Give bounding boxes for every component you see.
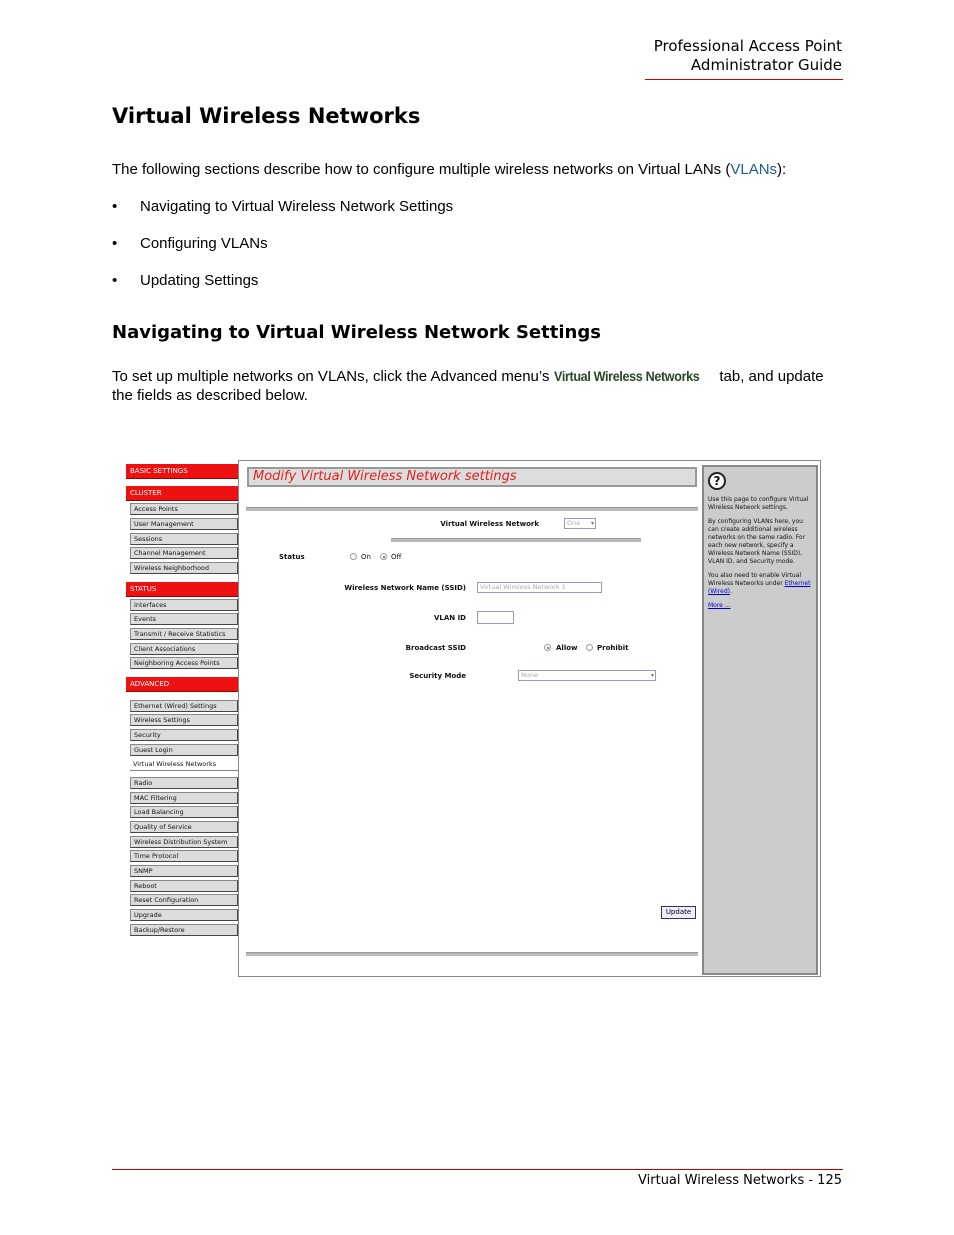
running-header-subtitle: Administrator Guide [690, 56, 842, 74]
bottom-divider [246, 952, 698, 956]
bullet-text: Navigating to Virtual Wireless Network Settings [140, 198, 454, 215]
settings-panel [238, 460, 821, 977]
section-title: Navigating to Virtual Wireless Network Settings [112, 322, 601, 343]
top-divider [246, 507, 698, 511]
broadcast-prohibit-label: Prohibit [597, 644, 629, 652]
nav-item-security[interactable]: Security [130, 729, 238, 741]
chevron-down-icon: ▾ [590, 520, 594, 527]
nav-item-snmp[interactable]: SNMP [130, 865, 238, 877]
broadcast-allow-radio[interactable] [544, 644, 551, 651]
help-panel [702, 465, 818, 975]
nav-item-events[interactable]: Events [130, 613, 238, 625]
vlan-id-input[interactable] [477, 611, 514, 624]
more-link[interactable]: More ... [708, 602, 731, 609]
panel-title: Modify Virtual Wireless Network settings [247, 467, 697, 487]
bullet-symbol: • [112, 198, 118, 215]
help-text-3a: You also need to enable Virtual Wireless Networks under [708, 572, 801, 587]
ssid-label: Wireless Network Name (SSID) [344, 584, 466, 592]
ethernet-wired-link[interactable]: Ethernet (Wired) [708, 580, 811, 595]
security-mode-value: None [521, 671, 538, 679]
nav-item-reset-configuration[interactable]: Reset Configuration [130, 894, 238, 906]
intro-text: The following sections describe how to configure multiple wireless networks on Virtual LANs ( [112, 161, 731, 178]
nav-cluster[interactable]: CLUSTER [126, 486, 238, 501]
nav-item-tx-rx-statistics[interactable]: Transmit / Receive Statistics [130, 628, 238, 640]
broadcast-ssid-label: Broadcast SSID [405, 644, 466, 652]
help-text-3b: . [729, 588, 732, 595]
nav-item-access-points[interactable]: Access Points [130, 503, 238, 515]
nav-status[interactable]: STATUS [126, 582, 238, 597]
para-text-cont: tab, and update [715, 368, 824, 385]
vlan-id-label: VLAN ID [433, 614, 466, 622]
embedded-screenshot [124, 458, 822, 978]
vwn-select-value: One [567, 519, 581, 527]
nav-item-wireless-settings[interactable]: Wireless Settings [130, 714, 238, 726]
nav-item-load-balancing[interactable]: Load Balancing [130, 806, 238, 818]
running-header-title: Professional Access Point [653, 37, 842, 55]
bullet-item [112, 235, 268, 252]
update-button[interactable]: Update [661, 906, 696, 919]
bullet-item [112, 198, 453, 215]
nav-item-wireless-neighborhood[interactable]: Wireless Neighborhood [130, 562, 238, 574]
nav-item-reboot[interactable]: Reboot [130, 880, 238, 892]
status-off-radio[interactable] [380, 553, 387, 560]
nav-basic-settings[interactable]: BASIC SETTINGS [126, 464, 238, 479]
page-title: Virtual Wireless Networks [112, 104, 421, 128]
vlans-link[interactable]: VLANs [730, 161, 778, 178]
nav-item-neighboring-aps[interactable]: Neighboring Access Points [130, 657, 238, 669]
para-text: To set up multiple networks on VLANs, click the Advanced menu’s [112, 368, 554, 385]
status-on-label: On [361, 553, 371, 561]
help-text-1: Use this page to configure Virtual Wireless Network settings. [708, 496, 809, 511]
security-mode-label: Security Mode [409, 672, 466, 680]
broadcast-allow-label: Allow [556, 644, 578, 652]
help-text-2: By configuring VLANs here, you can create additional wireless networks on the same radio. For each new network, specify a Wireless Network Name (SSID), VLAN ID, and Security mode. [708, 518, 806, 565]
footer-rule [112, 1169, 843, 1170]
nav-item-interfaces[interactable]: Interfaces [130, 599, 238, 611]
vwn-select[interactable] [564, 518, 596, 529]
bullet-text: Updating Settings [140, 272, 259, 289]
nav-item-time-protocol[interactable]: Time Protocol [130, 850, 238, 862]
intro-text-end: ): [777, 161, 787, 178]
bullet-item [112, 272, 258, 289]
help-text-3 [708, 572, 812, 596]
security-mode-select[interactable] [518, 670, 656, 681]
nav-item-radio[interactable]: Radio [130, 777, 238, 789]
nav-advanced[interactable]: ADVANCED [126, 677, 238, 692]
nav-item-guest-login[interactable]: Guest Login [130, 744, 238, 756]
ui-term-vwn: Virtual Wireless Networks [553, 368, 700, 384]
nav-item-user-management[interactable]: User Management [130, 518, 238, 530]
nav-item-client-associations[interactable]: Client Associations [130, 643, 238, 655]
instructions-paragraph [112, 367, 852, 405]
para-line2: the fields as described below. [112, 387, 308, 404]
status-on-radio[interactable] [350, 553, 357, 560]
nav-item-ethernet-settings[interactable]: Ethernet (Wired) Settings [130, 700, 238, 712]
ssid-input[interactable]: Virtual Wireless Network 1 [477, 582, 602, 593]
vwn-label: Virtual Wireless Network [440, 520, 539, 528]
form-divider [391, 538, 641, 542]
nav-item-channel-management[interactable]: Channel Management [130, 547, 238, 559]
question-icon: ? [708, 472, 726, 490]
bullet-symbol: • [112, 272, 118, 289]
bullet-text: Configuring VLANs [140, 235, 268, 252]
nav-item-virtual-wireless-networks[interactable]: Virtual Wireless Networks [130, 759, 238, 771]
status-off-label: Off [391, 553, 402, 561]
nav-item-mac-filtering[interactable]: MAC Filtering [130, 792, 238, 804]
header-rule [645, 79, 843, 80]
nav-item-sessions[interactable]: Sessions [130, 533, 238, 545]
page-footer: Virtual Wireless Networks - 125 [638, 1173, 842, 1188]
chevron-down-icon: ▾ [650, 672, 654, 679]
status-label: Status [279, 553, 305, 561]
bullet-symbol: • [112, 235, 118, 252]
nav-item-backup-restore[interactable]: Backup/Restore [130, 924, 238, 936]
nav-item-wds[interactable]: Wireless Distribution System [130, 836, 238, 848]
nav-item-upgrade[interactable]: Upgrade [130, 909, 238, 921]
intro-paragraph [112, 160, 786, 179]
broadcast-prohibit-radio[interactable] [586, 644, 593, 651]
nav-item-quality-of-service[interactable]: Quality of Service [130, 821, 238, 833]
